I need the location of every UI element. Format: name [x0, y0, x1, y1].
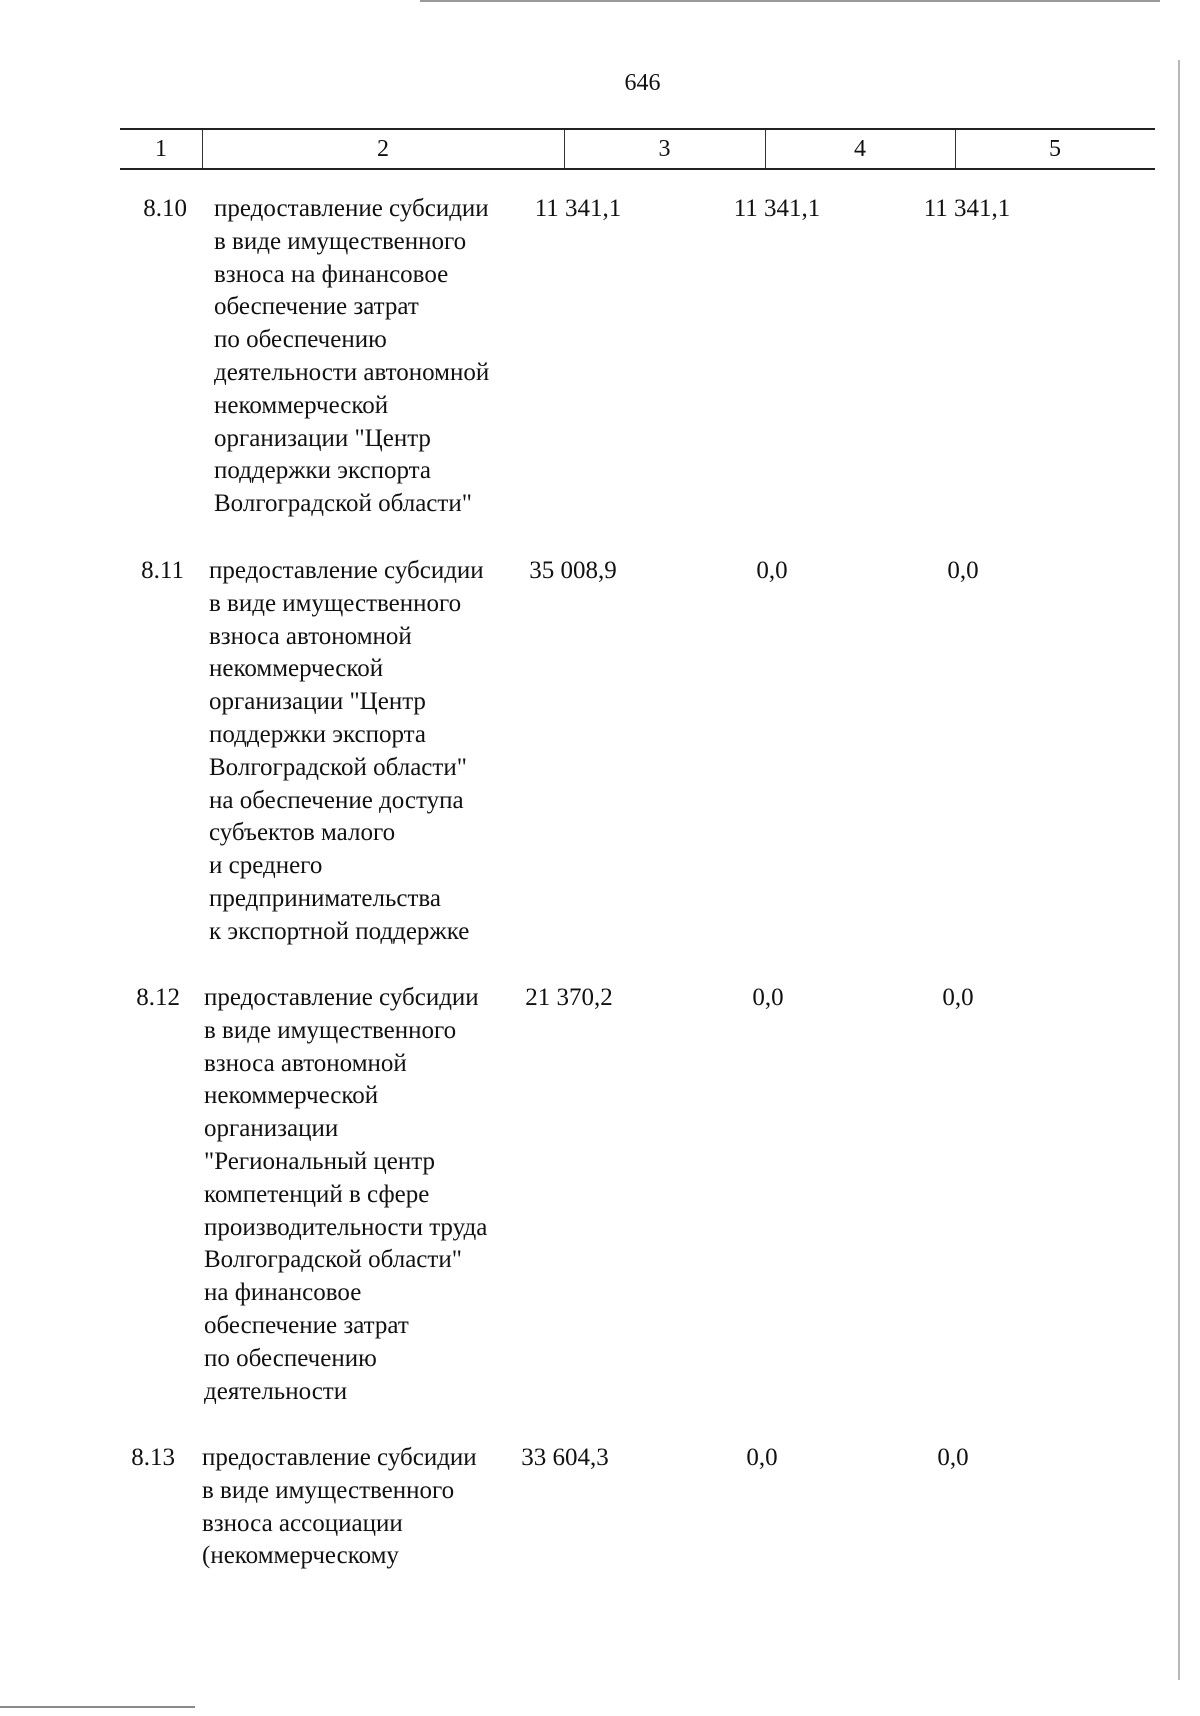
page-number: 646: [624, 70, 661, 96]
value-col3: 33 604,3: [521, 1444, 609, 1471]
description-line: предоставление субсидии: [202, 1444, 477, 1471]
row-number: 8.12: [136, 984, 180, 1011]
row-description: [204, 982, 544, 1408]
description-line: обеспечение затрат: [214, 293, 419, 321]
description-line: предоставление субсидии: [214, 195, 489, 222]
scan-edge-right: [1178, 60, 1180, 1680]
table-header: [120, 128, 1155, 170]
description-line: в виде имущественного: [202, 1476, 455, 1504]
column-header-1: 1: [155, 136, 167, 162]
description-line: в виде имущественного: [209, 589, 462, 617]
description-line: на обеспечение доступа: [209, 786, 464, 814]
column-header-2: 2: [377, 136, 389, 162]
value-col4: 0,0: [746, 1444, 778, 1471]
row-number: 8.11: [141, 557, 184, 584]
value-col5: 11 341,1: [923, 195, 1011, 222]
description-line: поддержки экспорта: [214, 457, 431, 485]
description-line: предоставление субсидии: [209, 557, 484, 584]
description-line: к экспортной поддержке: [209, 917, 470, 945]
description-line: взноса автономной: [204, 1049, 407, 1077]
row-description: [209, 555, 549, 949]
description-line: (некоммерческому: [202, 1542, 399, 1570]
description-line: обеспечение затрат: [204, 1311, 409, 1339]
description-line: компетенций в сфере: [204, 1180, 430, 1208]
description-line: некоммерческой: [204, 1082, 379, 1110]
value-col4: 0,0: [752, 984, 784, 1011]
description-line: взноса автономной: [209, 622, 412, 650]
description-line: Волгоградской области": [214, 490, 472, 518]
header-top-rule: [120, 128, 1155, 130]
scan-edge-bottom: [0, 1706, 195, 1708]
row-number: 8.10: [143, 195, 187, 222]
description-line: предоставление субсидии: [204, 984, 479, 1011]
value-col4: 0,0: [756, 557, 788, 584]
description-line: и среднего: [209, 852, 323, 880]
description-line: предпринимательства: [209, 884, 441, 912]
description-line: "Региональный центр: [204, 1147, 435, 1175]
description-line: организации "Центр: [214, 424, 431, 452]
description-line: производительности труда: [204, 1213, 488, 1241]
description-line: взноса ассоциации: [202, 1509, 403, 1537]
scan-edge-top: [420, 0, 1160, 2]
description-line: Волгоградской области": [204, 1246, 462, 1274]
value-col4: 11 341,1: [733, 195, 821, 222]
description-line: на финансовое: [204, 1279, 362, 1307]
description-line: деятельности автономной: [214, 358, 490, 386]
description-line: организации "Центр: [209, 688, 426, 716]
description-line: в виде имущественного: [214, 227, 467, 255]
column-header-4: 4: [854, 136, 866, 162]
row-description: [214, 193, 554, 521]
value-col5: 0,0: [947, 557, 979, 584]
description-line: поддержки экспорта: [209, 720, 426, 748]
value-col5: 0,0: [942, 984, 974, 1011]
value-col3: 21 370,2: [525, 984, 613, 1011]
description-line: организации: [204, 1115, 339, 1143]
row-number: 8.13: [131, 1444, 175, 1471]
description-line: Волгоградской области": [209, 753, 467, 781]
description-line: некоммерческой: [214, 391, 389, 419]
description-line: по обеспечению: [214, 326, 387, 354]
header-bottom-rule: [120, 168, 1155, 170]
description-line: деятельности: [204, 1377, 348, 1405]
description-line: взноса на финансовое: [214, 260, 449, 288]
description-line: в виде имущественного: [204, 1016, 457, 1044]
value-col5: 0,0: [937, 1444, 969, 1471]
column-header-3: 3: [658, 136, 671, 162]
value-col3: 35 008,9: [529, 557, 617, 584]
description-line: некоммерческой: [209, 655, 384, 683]
value-col3: 11 341,1: [534, 195, 622, 222]
description-line: по обеспечению: [204, 1344, 377, 1372]
column-header-5: 5: [1049, 136, 1061, 162]
description-line: субъектов малого: [209, 819, 396, 847]
